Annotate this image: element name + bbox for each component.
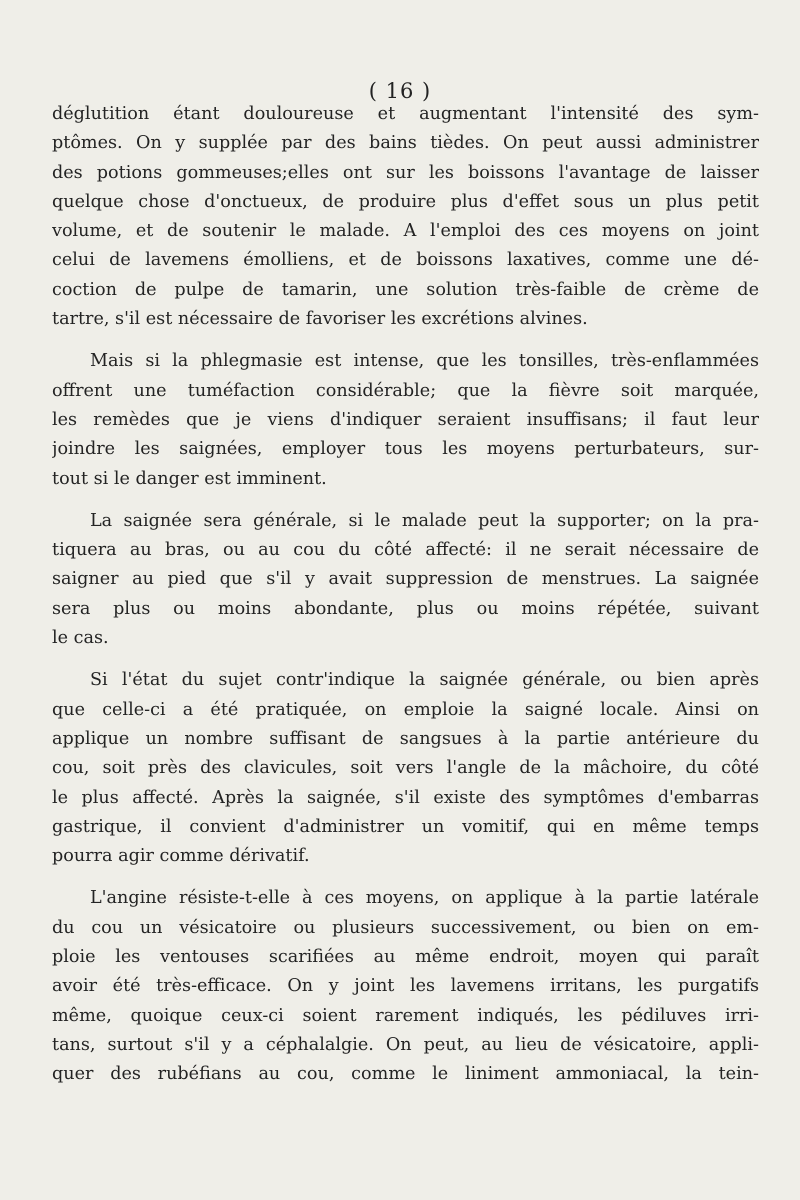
text-line: pourra agir comme dérivatif.: [52, 846, 310, 867]
page-number: ( 16 ): [368, 79, 432, 103]
text-line: le plus affecté. Après la saignée, s'il existe des symptômes d'embarras: [52, 787, 759, 808]
text-line: joindre les saignées, employer tous les moyens perturbateurs, sur-: [52, 439, 759, 460]
paragraph-3: [52, 507, 759, 653]
text-line: quelque chose d'onctueux, de produire plus d'effet sous un plus petit: [52, 191, 759, 212]
text-line: les remèdes que je viens d'indiquer seraient insuffisans; il faut leur: [52, 409, 759, 430]
text-line: L'angine résiste-t-elle à ces moyens, on applique à la partie latérale: [90, 888, 759, 909]
text-line: des potions gommeuses;elles ont sur les boissons l'avantage de laisser: [52, 162, 759, 183]
text-line: Mais si la phlegmasie est intense, que les tonsilles, très-enflammées: [90, 351, 759, 372]
text-line: coction de pulpe de tamarin, une solution très-faible de crème de: [52, 279, 759, 300]
text-line: gastrique, il convient d'administrer un vomitif, qui en même temps: [52, 816, 759, 837]
text-line: avoir été très-efficace. On y joint les lavemens irritans, les purgatifs: [52, 976, 759, 997]
text-line: le cas.: [52, 628, 109, 649]
text-line: celui de lavemens émolliens, et de boissons laxatives, comme une dé-: [52, 250, 759, 271]
text-line: offrent une tuméfaction considérable; que la fièvre soit marquée,: [52, 380, 759, 401]
body-text: [52, 100, 759, 1090]
text-line: quer des rubéfians au cou, comme le liniment ammoniacal, la tein-: [52, 1064, 759, 1085]
text-line: ptômes. On y supplée par des bains tièdes. On peut aussi administrer: [52, 133, 759, 154]
text-line: saigner au pied que s'il y avait suppression de menstrues. La saignée: [52, 569, 759, 590]
paragraph-5: [52, 884, 759, 1089]
text-line: volume, et de soutenir le malade. A l'emploi des ces moyens on joint: [52, 221, 759, 242]
text-line: tout si le danger est imminent.: [52, 468, 327, 489]
text-line: cou, soit près des clavicules, soit vers l'angle de la mâchoire, du côté: [52, 758, 759, 779]
text-line: applique un nombre suffisant de sangsues à la partie antérieure du: [52, 728, 759, 749]
text-line: que celle-ci a été pratiquée, on emploie la saigné locale. Ainsi on: [52, 699, 759, 720]
text-line: tans, surtout s'il y a céphalalgie. On peut, au lieu de vésicatoire, appli-: [52, 1034, 759, 1055]
text-line: tiquera au bras, ou au cou du côté affecté: il ne serait nécessaire de: [52, 540, 759, 561]
text-line: La saignée sera générale, si le malade peut la supporter; on la pra-: [90, 510, 759, 531]
text-line: même, quoique ceux-ci soient rarement indiqués, les pédiluves irri-: [52, 1005, 759, 1026]
paragraph-1: [52, 100, 759, 334]
text-line: tartre, s'il est nécessaire de favoriser les excrétions alvines.: [52, 309, 588, 330]
paragraph-4: [52, 666, 759, 871]
text-line: déglutition étant douloureuse et augmentant l'intensité des sym-: [52, 104, 759, 124]
paragraph-2: [52, 347, 759, 493]
text-line: ploie les ventouses scarifiées au même endroit, moyen qui paraît: [52, 947, 759, 968]
text-line: du cou un vésicatoire ou plusieurs successivement, ou bien on em-: [52, 917, 759, 938]
text-line: Si l'état du sujet contr'indique la saignée générale, ou bien après: [90, 670, 759, 691]
text-line: sera plus ou moins abondante, plus ou moins répétée, suivant: [52, 598, 759, 619]
